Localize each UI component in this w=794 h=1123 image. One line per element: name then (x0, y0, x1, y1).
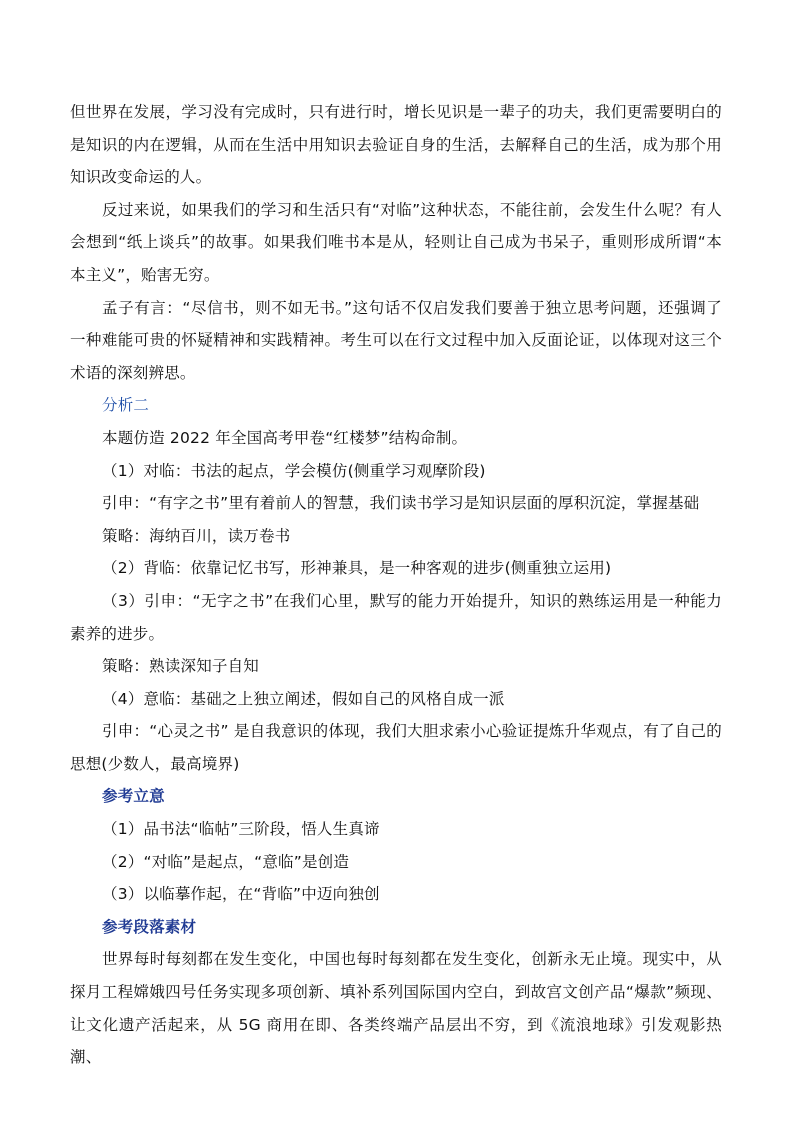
analysis-extend-2: 引申：“心灵之书” 是自我意识的体现，我们大胆求索小心验证提炼升华观点，有了自己的思想(少数人，最高境界) (70, 722, 722, 773)
analysis-item-2: （2）背临：依靠记忆书写，形神兼具，是一种客观的进步(侧重独立运用) (102, 559, 612, 578)
reference-material-text: 世界每时每刻都在发生变化，中国也每时每刻都在发生变化，创新永无止境。现实中，从探月工程嫦娥四号任务实现多项创新、填补系列国际国内空白，到故宫文创产品“爆款”频现、让文化遗产活起来，从 5G 商用在即、各类终端产品层出不穷，到《流浪地球》引发观影热潮、 (70, 950, 722, 1067)
analysis-item-3: （3）引申：“无字之书”在我们心里，默写的能力开始提升，知识的熟练运用是一种能力素养的进步。 (70, 591, 722, 643)
paragraph-mencius: 孟子有言：“尽信书，则不如无书。”这句话不仅启发我们要善于独立思考问题，还强调了一种难能可贵的怀疑精神和实践精神。考生可以在行文过程中加入反面论证，以体现对这三个术语的深刻辨思。 (70, 298, 722, 382)
reference-idea-2: （2）“对临”是起点，“意临”是创造 (102, 852, 350, 871)
analysis-strategy-2: 策略：熟读深知子自知 (102, 657, 260, 676)
paragraph-paper-talk: 反过来说，如果我们的学习和生活只有“对临”这种状态，不能往前，会发生什么呢？有人会想到“纸上谈兵”的故事。如果我们唯书本是从，轻则让自己成为书呆子，重则形成所谓“本本主义”，贻害无穷。 (70, 200, 722, 284)
analysis-extend-1: 引申：“有字之书”里有着前人的智慧，我们读书学习是知识层面的厚积沉淀，掌握基础 (102, 494, 700, 513)
analysis-item-1: （1）对临：书法的起点，学会模仿(侧重学习观摩阶段) (102, 461, 486, 480)
analysis-strategy-1: 策略：海纳百川，读万卷书 (102, 526, 291, 545)
analysis-item-4: （4）意临：基础之上独立阐述，假如自己的风格自成一派 (102, 689, 505, 708)
paragraph-learning: 但世界在发展，学习没有完成时，只有进行时，增长见识是一辈子的功夫，我们更需要明白的是知识的内在逻辑，从而在生活中用知识去验证自身的生活，去解释自己的生活，成为那个用知识改变命运的人。 (70, 103, 722, 187)
analysis-intro: 本题仿造 2022 年全国高考甲卷“红楼梦”结构命制。 (102, 428, 468, 447)
reference-material-title: 参考段落素材 (102, 917, 197, 936)
reference-idea-3: （3）以临摹作起，在“背临”中迈向独创 (102, 885, 380, 904)
reference-idea-1: （1）品书法“临帖”三阶段，悟人生真谛 (102, 820, 380, 839)
reference-ideas-title: 参考立意 (102, 787, 165, 806)
analysis-two-title: 分析二 (102, 396, 150, 415)
